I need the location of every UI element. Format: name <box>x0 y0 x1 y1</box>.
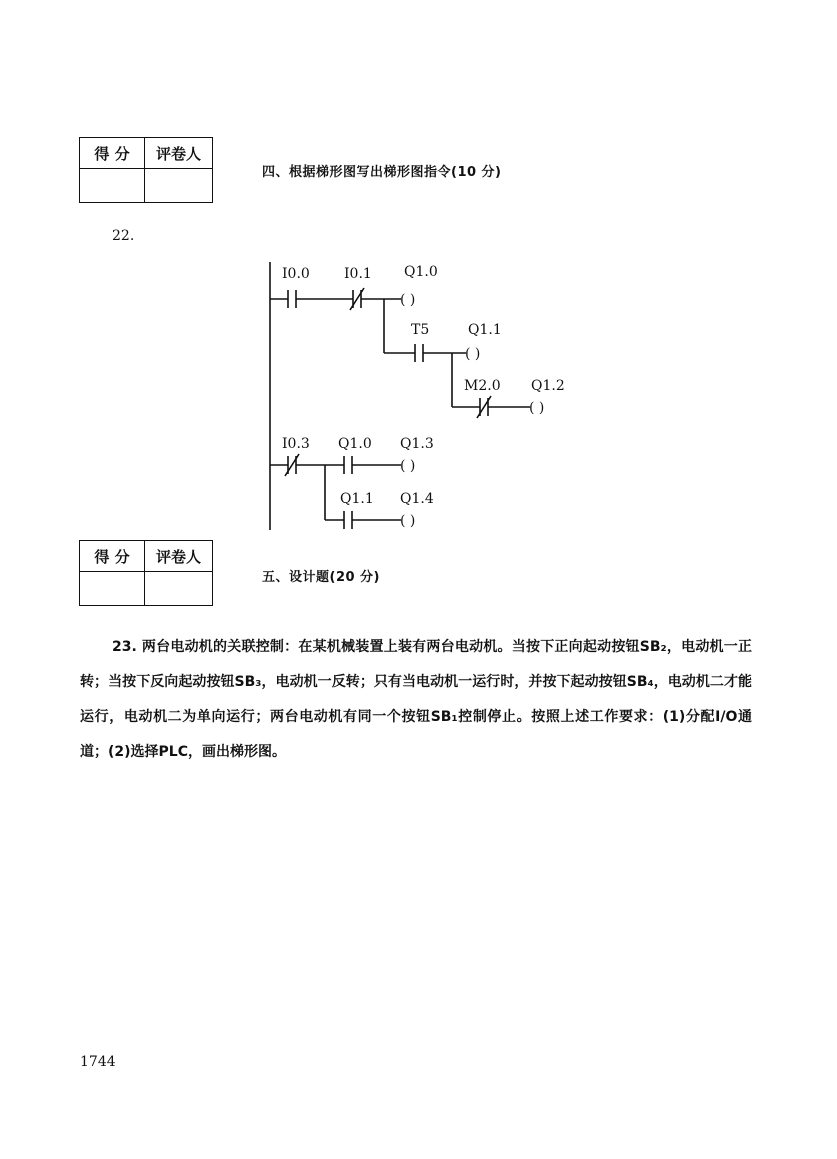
score-cell <box>80 169 145 203</box>
grader-cell <box>145 572 213 606</box>
coil-label-q1-2: Q1.2 <box>531 378 565 394</box>
coil-label-q1-1: Q1.1 <box>468 322 502 338</box>
coil-q1-0: ( ) <box>400 292 416 308</box>
contact-label-q1-1: Q1.1 <box>340 491 374 507</box>
question-22-number: 22. <box>112 228 135 244</box>
section-4-title: 四、根据梯形图写出梯形图指令(10 分) <box>262 165 502 180</box>
coil-q1-1: ( ) <box>465 346 481 362</box>
coil-label-q1-4: Q1.4 <box>400 491 434 507</box>
score-cell <box>80 572 145 606</box>
ladder-diagram <box>258 258 578 536</box>
contact-label-i0-3: I0.3 <box>282 436 310 452</box>
score-label: 得 分 <box>80 138 145 169</box>
coil-label-q1-0: Q1.0 <box>404 264 438 280</box>
contact-label-q1-0: Q1.0 <box>338 436 372 452</box>
coil-q1-3: ( ) <box>400 458 416 474</box>
grader-cell <box>145 169 213 203</box>
score-label: 得 分 <box>80 541 145 572</box>
contact-label-m2-0: M2.0 <box>464 378 501 394</box>
contact-label-t5: T5 <box>411 322 430 338</box>
page-number: 1744 <box>80 1054 116 1070</box>
question-23-text <box>80 630 752 770</box>
coil-q1-2: ( ) <box>529 400 545 416</box>
coil-q1-4: ( ) <box>400 513 416 529</box>
section-5-title: 五、设计题(20 分) <box>262 570 380 585</box>
score-table <box>79 540 213 606</box>
contact-label-i0-0: I0.0 <box>282 266 310 282</box>
question-23-body: 23. 两台电动机的关联控制：在某机械装置上装有两台电动机。当按下正向起动按钮SB₂，电动机一正转；当按下反向起动按钮SB₃，电动机一反转；只有当电动机一运行时，并按下起动按钮SB₄，电动机二才能运行，电动机二为单向运行；两台电动机有同一个按钮SB₁控制停止。按照上述工作要求：(1)分配I/O通道；(2)选择PLC，画出梯形图。 <box>80 639 752 760</box>
grader-label: 评卷人 <box>145 541 213 572</box>
grader-label: 评卷人 <box>145 138 213 169</box>
coil-label-q1-3: Q1.3 <box>400 436 434 452</box>
score-table <box>79 137 213 203</box>
contact-label-i0-1: I0.1 <box>344 266 372 282</box>
